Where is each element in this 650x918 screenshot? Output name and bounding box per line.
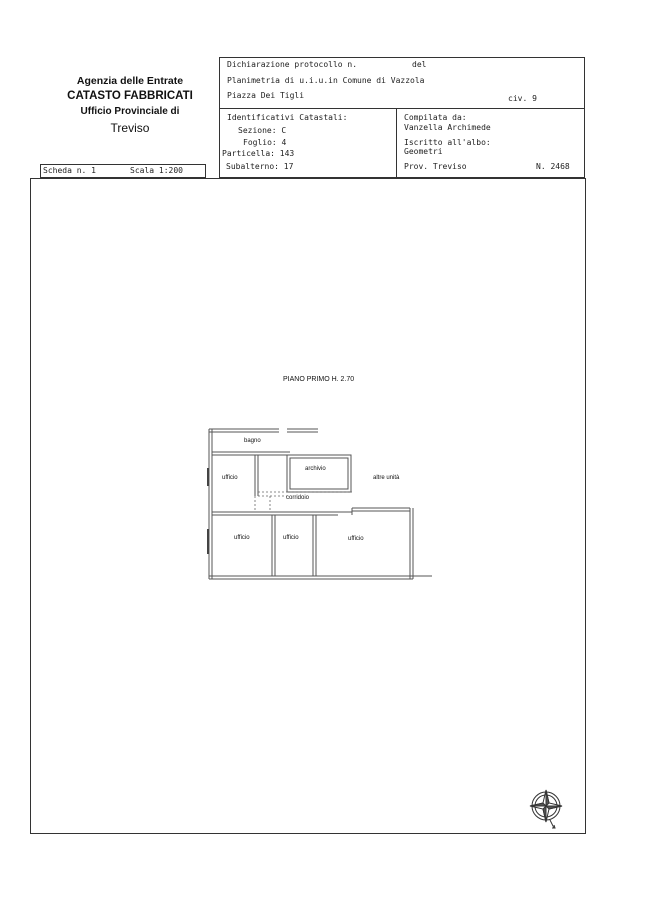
ufficio-provinciale: Ufficio Provinciale di	[80, 106, 180, 117]
sezione: Sezione: C	[238, 126, 287, 135]
agency-name: Agenzia delle Entrate	[76, 75, 184, 87]
identificativi-title: Identificativi Catastali:	[227, 113, 348, 122]
header-vertical-divider	[396, 108, 397, 178]
numero-iscrizione: N. 2468	[536, 162, 570, 171]
address: Piazza Dei Tigli	[227, 91, 305, 100]
particella: Particella: 143	[222, 149, 295, 158]
del-label: del	[412, 60, 427, 69]
agency-block	[40, 74, 220, 136]
header-divider	[219, 108, 585, 109]
room-ufficio-small: ufficio	[222, 475, 238, 481]
room-corridoio: corridoio	[286, 495, 310, 501]
room-archivio: archivio	[305, 466, 326, 472]
subalterno: Subalterno: 17	[226, 162, 294, 171]
plan-title: PIANO PRIMO H. 2.70	[283, 376, 355, 383]
compilata-name: Vanzella Archimede	[404, 123, 491, 132]
albo-name: Geometri	[404, 147, 443, 156]
scala-label: Scala 1:200	[130, 166, 183, 175]
floor-plan	[200, 424, 440, 584]
foglio: Foglio: 4	[243, 138, 287, 147]
civic-number: civ. 9	[508, 94, 537, 103]
dichiarazione-protocollo: Dichiarazione protocollo n.	[227, 60, 358, 69]
room-bagno: bagno	[244, 438, 261, 444]
north-arrow-icon	[520, 784, 572, 832]
planimetria-comune: Planimetria di u.i.u.in Comune di Vazzola	[227, 76, 425, 85]
room-ufficio-mid: ufficio	[283, 535, 299, 541]
catasto-title: CATASTO FABBRICATI	[67, 90, 193, 102]
province-name: Treviso	[110, 121, 150, 135]
scheda-number: Scheda n. 1	[43, 166, 96, 175]
compilata-title: Compilata da:	[404, 113, 467, 122]
room-altre-unita: altre unità	[373, 475, 400, 481]
room-ufficio-right: ufficio	[348, 536, 364, 542]
iscritto-albo: Iscritto all'albo:	[404, 138, 491, 147]
room-ufficio-left: ufficio	[234, 535, 250, 541]
provincia: Prov. Treviso	[404, 162, 467, 171]
